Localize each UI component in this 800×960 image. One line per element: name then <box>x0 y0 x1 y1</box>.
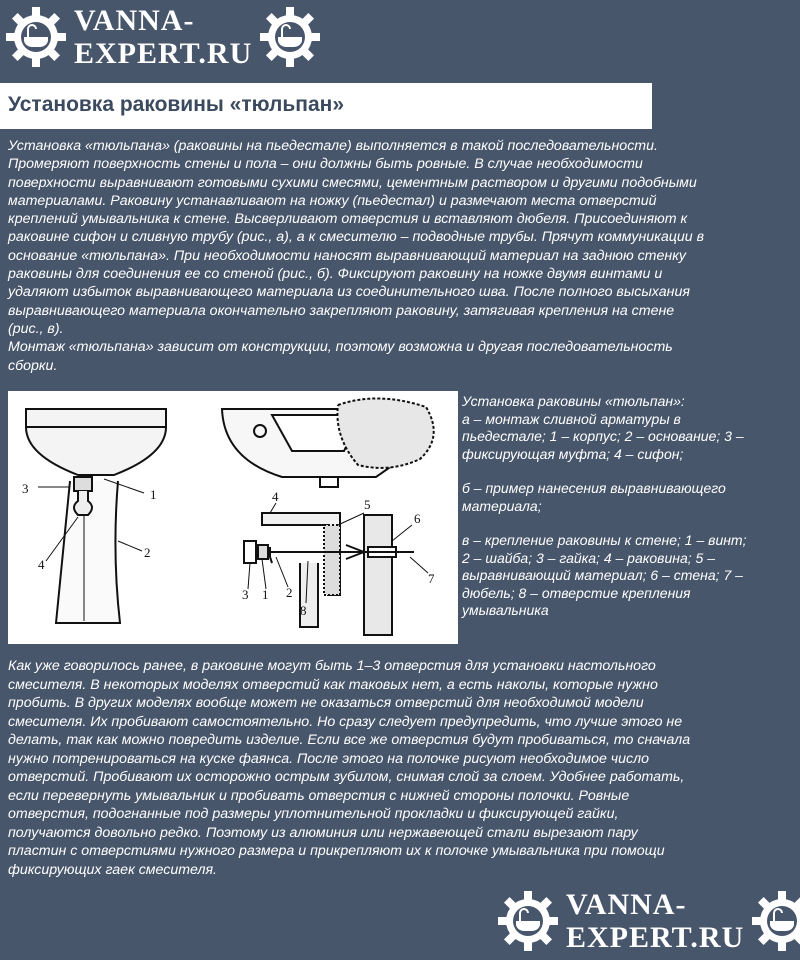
text-line: Установка «тюльпана» (раковины на пьедестале) выполняется в такой последовательности. <box>8 138 658 154</box>
text-line: фиксирующих гаек смесителя. <box>8 861 218 878</box>
caption-line: в – крепление раковины к стене; 1 – винт; <box>462 532 747 548</box>
caption-line: 2 – шайба; 3 – гайка; 4 – раковина; 5 – <box>462 549 715 566</box>
caption-line: дюбель; 8 – отверстие крепления <box>462 584 691 601</box>
text-line: раковины для соединения ее со стеной (рис., б). Фиксируют раковину на ножке двумя винтами и <box>8 266 663 283</box>
figure-label: 7 <box>428 571 435 586</box>
gear-bathtub-icon <box>4 5 68 69</box>
figure-a-pedestal-sink <box>26 409 166 623</box>
figure-label: 8 <box>300 603 307 618</box>
figure-label: 6 <box>414 511 421 526</box>
technical-drawing <box>8 391 458 644</box>
title-bar <box>0 83 652 129</box>
caption-line: фиксирующая муфта; 4 – сифон; <box>462 445 684 462</box>
text-line: удаляют избыток выравнивающего материала из соединительного шва. После полного высыхания <box>8 284 690 301</box>
text-line: (рис., в). <box>8 320 64 337</box>
figure-label: 2 <box>144 545 151 560</box>
gear-bathtub-icon <box>496 889 560 953</box>
gear-bathtub-icon <box>750 889 800 953</box>
logo-text-line2: EXPERT.RU <box>74 37 253 70</box>
caption-line: пьедестале; 1 – корпус; 2 – основание; 3 – <box>462 428 744 444</box>
caption-line: а – монтаж сливной арматуры в <box>462 410 681 427</box>
page-title: Установка раковины «тюльпан» <box>8 93 345 116</box>
text-line: сборки. <box>8 357 58 374</box>
figure-b-leveling-material <box>222 398 434 487</box>
caption-a <box>462 393 794 463</box>
text-line: если перевернуть умывальник и пробивать отверстия с нижней стороны полочки. Ровные <box>8 787 630 804</box>
text-line: отверстия, подогнанные под размеры уплотнительной прокладки и фиксирующей гайки, <box>8 806 619 822</box>
site-logo-bottom[interactable] <box>496 888 800 954</box>
text-line: получаются довольно редко. Поэтому из алюминия или нержавеющей стали вырезают пару <box>8 824 638 841</box>
gear-bathtub-icon <box>258 5 322 69</box>
intro-paragraph <box>8 137 794 375</box>
text-line: выравнивающего материала окончательно закрепляют раковину, затягивая крепления на стене <box>8 302 675 319</box>
caption-line: умывальника <box>462 602 549 618</box>
logo-text-line1: VANNA- <box>566 888 687 921</box>
figure-label: 1 <box>262 587 269 602</box>
caption-line: Установка раковины «тюльпан»: <box>462 393 685 409</box>
text-line: основание «тюльпана». При необходимости наносят выравнивающий материал на заднюю стенку <box>8 247 686 264</box>
figure-caption <box>462 393 794 637</box>
text-line: нужно потренироваться на куске фаянса. После этого на полочке рисуют необходимое число <box>8 750 650 767</box>
text-line: Монтаж «тюльпана» зависит от конструкции, поэтому возможна и другая последовательность <box>8 339 673 356</box>
figure-label: 4 <box>272 489 279 504</box>
text-line: смесителя. Их пробивают самостоятельно. Но сразу следует предупредить, что лучше этого не <box>8 713 683 730</box>
body-paragraph <box>8 657 794 879</box>
text-line: пластин с отверстиями нужного размера и прикрепляют их к полочке умывальника при помощи <box>8 843 665 859</box>
text-line: креплений умывальника к стене. Высверливают отверстия и вставляют дюбеля. Присоединяют к <box>8 211 688 228</box>
site-logo-top[interactable] <box>4 4 322 70</box>
figure-label: 2 <box>286 585 293 600</box>
caption-c <box>462 532 794 620</box>
figure-label: 1 <box>150 487 157 502</box>
text-line: поверхности выравнивают готовыми сухими смесями, цементным раствором и другими подобными <box>8 174 697 191</box>
text-line: смесителя. В некоторых моделях отверстий как таковых нет, а есть наколы, которые нужно <box>8 676 658 693</box>
text-line: Как уже говорилось ранее, в раковине могут быть 1–3 отверстия для установки настольного <box>8 658 656 674</box>
logo-text-line2: EXPERT.RU <box>566 921 745 954</box>
caption-line: выравнивающий материал; 6 – стена; 7 – <box>462 567 743 583</box>
text-line: делать, так как можно повредить изделие. Если все же отверстия будут пробиваться, то сначала <box>8 732 691 748</box>
text-line: пробить. В других моделях вообще может не оказаться отверстий для необходимой модели <box>8 695 644 711</box>
caption-line: материала; <box>462 497 542 514</box>
figure-label: 5 <box>364 497 371 512</box>
caption-b <box>462 480 794 515</box>
text-line: материалами. Раковину устанавливают на ножку (пьедестал) и размечают места отверстий <box>8 192 657 209</box>
installation-figure <box>8 391 458 644</box>
text-line: Промеряют поверхность стены и пола – они должны быть ровные. В случае необходимости <box>8 156 643 173</box>
text-line: отверстий. Пробивают их осторожно острым зубилом, снимая слой за слоем. Удобнее работать, <box>8 769 685 785</box>
figure-label: 4 <box>38 557 45 572</box>
text-line: раковине сифон и сливную трубу (рис., а), а к смесителю – подводные трубы. Прячут коммуникации в <box>8 229 704 246</box>
caption-line: б – пример нанесения выравнивающего <box>462 480 726 496</box>
logo-text-line1: VANNA- <box>74 4 195 37</box>
figure-c-wall-fastening <box>244 503 428 635</box>
figure-label: 3 <box>22 481 29 496</box>
figure-label: 3 <box>242 587 249 602</box>
